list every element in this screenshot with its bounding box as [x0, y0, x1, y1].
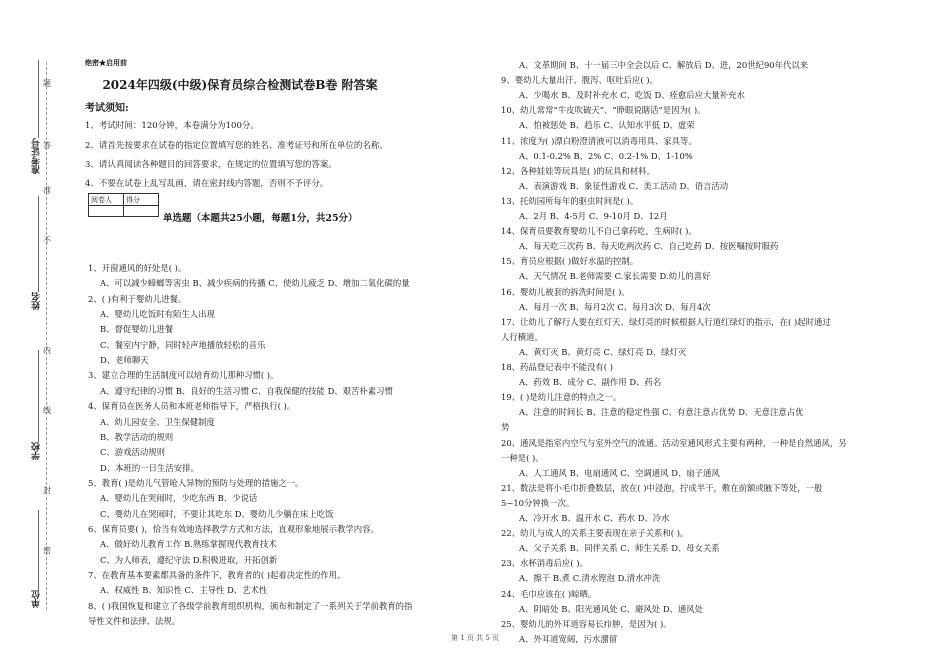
page-footer: 第 1 页 共 5 页	[450, 634, 500, 642]
answer-options: A、婴幼儿吃饭时有陌生人出现	[100, 309, 215, 320]
question-line: 17、让幼儿了解行人要在红灯天、绿灯亮的时候根据人行道红绿灯的指示，在( )起时通过	[501, 316, 831, 327]
answer-options: A、外耳道宽阔，污水潴留	[519, 633, 618, 644]
school-label: 学校	[32, 442, 42, 460]
question-line: 16、婴幼儿被套的拆洗时间是( )。	[501, 286, 630, 297]
question-line: 11、浓度为( )漂白粉澄清液可以消毒用具、家具等。	[501, 135, 697, 146]
answer-options: B、督促婴幼儿进餐	[100, 324, 174, 335]
answer-options: B、教学活动的规则	[100, 431, 174, 442]
question-line: 14、保育员要教育婴幼儿不自己拿药吃，生病时( )。	[501, 226, 697, 237]
question-line: 导性文件和法律、法规。	[88, 616, 181, 627]
question-line: 21、数法是将小毛巾折叠数层，放在( )中浸泡，拧成半干，敷在前额或腋下等处，一般	[501, 482, 823, 493]
answer-options: A、表演游戏 B、象征性游戏 C、美工活动 D、语言活动	[519, 180, 729, 191]
grader-table	[88, 193, 159, 217]
candidate-number-label: 准考证号	[32, 138, 42, 174]
answer-options: D、老师聊天	[100, 355, 149, 366]
answer-options: A、怕被惩处 B、趋乐 C、认知水平低 D、虚荣	[519, 120, 695, 131]
question-line: 一种是( )。	[501, 452, 544, 463]
page-title: 2024年四级(中级)保育员综合检测试卷B卷 附答案	[102, 78, 378, 92]
school-line	[38, 350, 39, 442]
answer-options: C、婴幼儿在哭闹时，不要让其吃东 D、婴幼儿少躺在床上吃饭	[100, 508, 334, 519]
answer-options: A、冷开水 B、温开水 C、药水 D、冷水	[519, 513, 670, 523]
question-line: 5~10分钟换一次。	[501, 497, 575, 508]
answer-options: A、人工通风 B、电扇通风 C、空调通风 D、扇子通风	[519, 467, 720, 478]
answer-options: A、文革期间 B、十一届三中全会以后 C、解放后 D、进，20世纪90年代以来	[519, 60, 809, 70]
answer-options: A、0.1-0.2% B、2% C、0.2-1% D、1-10%	[519, 150, 693, 161]
binding-mark: 密	[43, 546, 51, 555]
answer-options: A、幼儿园安全、卫生保健制度	[100, 416, 215, 427]
answer-options: A、2月 B、4-5月 C、9-10月 D、12月	[519, 211, 668, 221]
section-heading: 单选题（本题共25小题，每题1分，共25分）	[163, 213, 358, 224]
name-line	[38, 196, 39, 292]
notice-item: 1、考试时间：120分钟，本卷满分为100分。	[85, 121, 259, 131]
question-line: 24、毛巾应该在( )晾晒。	[501, 588, 597, 599]
answer-options: A、药效 B、成分 C、副作用 D、药名	[519, 377, 662, 388]
answer-options: A、擦干 B.煮 C.清水铿泡 D.清水冲洗	[519, 573, 661, 584]
question-line: 1、开窗通风的好处是( )。	[88, 263, 187, 273]
question-line: 13、托幼园所每年的驱虫时间是( )。	[501, 195, 639, 206]
answer-options: A、可以减少蟑螂等害虫 B、减少疾病的传播 C、使幼儿疲乏 D、增加二氧化碳的量	[100, 278, 410, 289]
question-line: 10、幼儿常常“牛皮吹破天”、“睁眼说瞎话”是因为( )。	[501, 105, 706, 116]
unit-label: 单位	[32, 590, 42, 608]
grader-cell[interactable]	[89, 206, 124, 217]
question-line: 25、婴幼儿的外耳道容易长疖肿，是因为( )。	[501, 618, 672, 629]
answer-options: A、权威性 B、知识性 C、主导性 D、艺术性	[100, 585, 268, 596]
answer-options: A、做好幼儿教育工作 B.熟练掌握现代教育技术	[100, 539, 277, 550]
secret-label: 绝密★启用前	[85, 58, 127, 67]
question-line: 势	[501, 422, 510, 433]
question-line: 5、教育( )是幼儿气管呛人异物的预防与处理的措施之一。	[88, 477, 304, 488]
answer-options: A、阴暗处 B、阳光通风处 C、避风处 D、通风处	[519, 603, 704, 614]
binding-mark: 题	[43, 79, 51, 88]
answer-options: A、遵守纪律的习惯 B、良好的生活习惯 C、自我保健的技能 D、艰苦朴素习惯	[100, 385, 393, 396]
question-line: 8、( )我国恢复和建立了各级学前教育组织机构，颁布和制定了一系列关于学前教育的指	[88, 600, 413, 611]
question-line: 18、药品登记表中不能没有( )	[501, 362, 613, 372]
answer-options: A、少喝水 B、及时补充水 C、吃饭 D、痊愈后应大量补充水	[519, 90, 745, 101]
answer-options: C、为人师表，遵纪守法 D.积极进取，开拓创新	[100, 554, 278, 565]
grader-label: 阅卷人	[89, 194, 124, 206]
question-line: 7、在教育基本要素都具备的条件下，教育者的( )起着决定性的作用。	[88, 570, 346, 580]
binding-mark: 内	[43, 346, 51, 355]
answer-options: A、注意的时间长 B、注意的稳定性强 C、有意注意占优势 D、无意注意占优	[519, 407, 804, 418]
question-line: 20、通风是指室内空气与室外空气的流通。活动室通风形式主要有两种，一种是自然通风，另	[501, 437, 847, 448]
binding-mark: 准	[43, 186, 51, 195]
question-line: 6、保育员要( )，恰当有效地选择教学方式和方法，直观形象地展示教学内容。	[88, 523, 379, 534]
answer-options: C、游戏活动规则	[100, 447, 166, 458]
answer-options: A、每月一次 B、每月2次 C、每月3次 D、每月4次	[519, 301, 711, 312]
answer-options: A、父子关系 B、同伴关系 C、师生关系 D、母女关系	[519, 543, 720, 554]
answer-options: C、餐室内宁静，同时轻声地播放轻松的音乐	[100, 339, 266, 350]
score-cell[interactable]	[124, 206, 159, 217]
question-line: 19、( )是幼儿注意的特点之一。	[501, 392, 622, 403]
question-line: 2、( )有利于婴幼儿进餐。	[88, 293, 187, 304]
binding-mark: 答	[43, 141, 51, 150]
answer-options: A、黄灯灭 B、黄灯亮 C、绿灯亮 D、绿灯灭	[519, 346, 687, 357]
notice-item: 4、不要在试卷上乱写乱画，请在密封线内答题，否则不予评分。	[85, 179, 329, 189]
question-line: 12、各种娃娃等玩具是( )的玩具和材料。	[501, 165, 655, 176]
answer-options: A、天气情况 B.老师需要 C.家长需要 D.幼儿的喜好	[519, 271, 711, 282]
answer-options: D、本班的一日生活安排。	[100, 462, 199, 473]
binding-mark: 不	[43, 236, 51, 245]
question-line: 人行横道。	[501, 331, 543, 342]
score-label: 得分	[124, 194, 159, 206]
answer-options: A、每天吃三次药 B、每天吃两次药 C、自己吃药 D、按医嘱按时服药	[519, 241, 779, 252]
notice-item: 3、请认真阅读各种题目的回答要求，在规定的位置填写您的答案。	[85, 160, 337, 170]
question-line: 23、水杯消毒后应( )。	[501, 558, 588, 569]
question-line: 4、保育员在医务人员和本班老师指导下，严格执行( )。	[88, 401, 296, 412]
binding-mark: 封	[43, 486, 51, 495]
question-line: 3、建立合理的生活制度可以培育幼儿那种习惯( )。	[88, 370, 279, 381]
binding-mark: 线	[43, 406, 51, 415]
notice-title: 考试须知:	[85, 103, 129, 114]
answer-options: A、婴幼儿在哭闹时，少吃东西 B、少说话	[100, 493, 258, 504]
notice-item: 2、请首先按要求在试卷的指定位置填写您的姓名、准考证号和所在单位的名称。	[85, 141, 388, 151]
candidate-number-line	[38, 60, 39, 138]
question-line: 15、育员应根据( )做好水温的控制。	[501, 256, 639, 267]
unit-line	[38, 510, 39, 590]
question-line: 22、幼儿与成人的关系主要表现在亲子关系和( )。	[501, 528, 689, 539]
name-label: 姓名	[32, 292, 42, 310]
question-line: 9、婴幼儿大量出汗、腹泻、呕吐后应( )。	[501, 75, 658, 86]
